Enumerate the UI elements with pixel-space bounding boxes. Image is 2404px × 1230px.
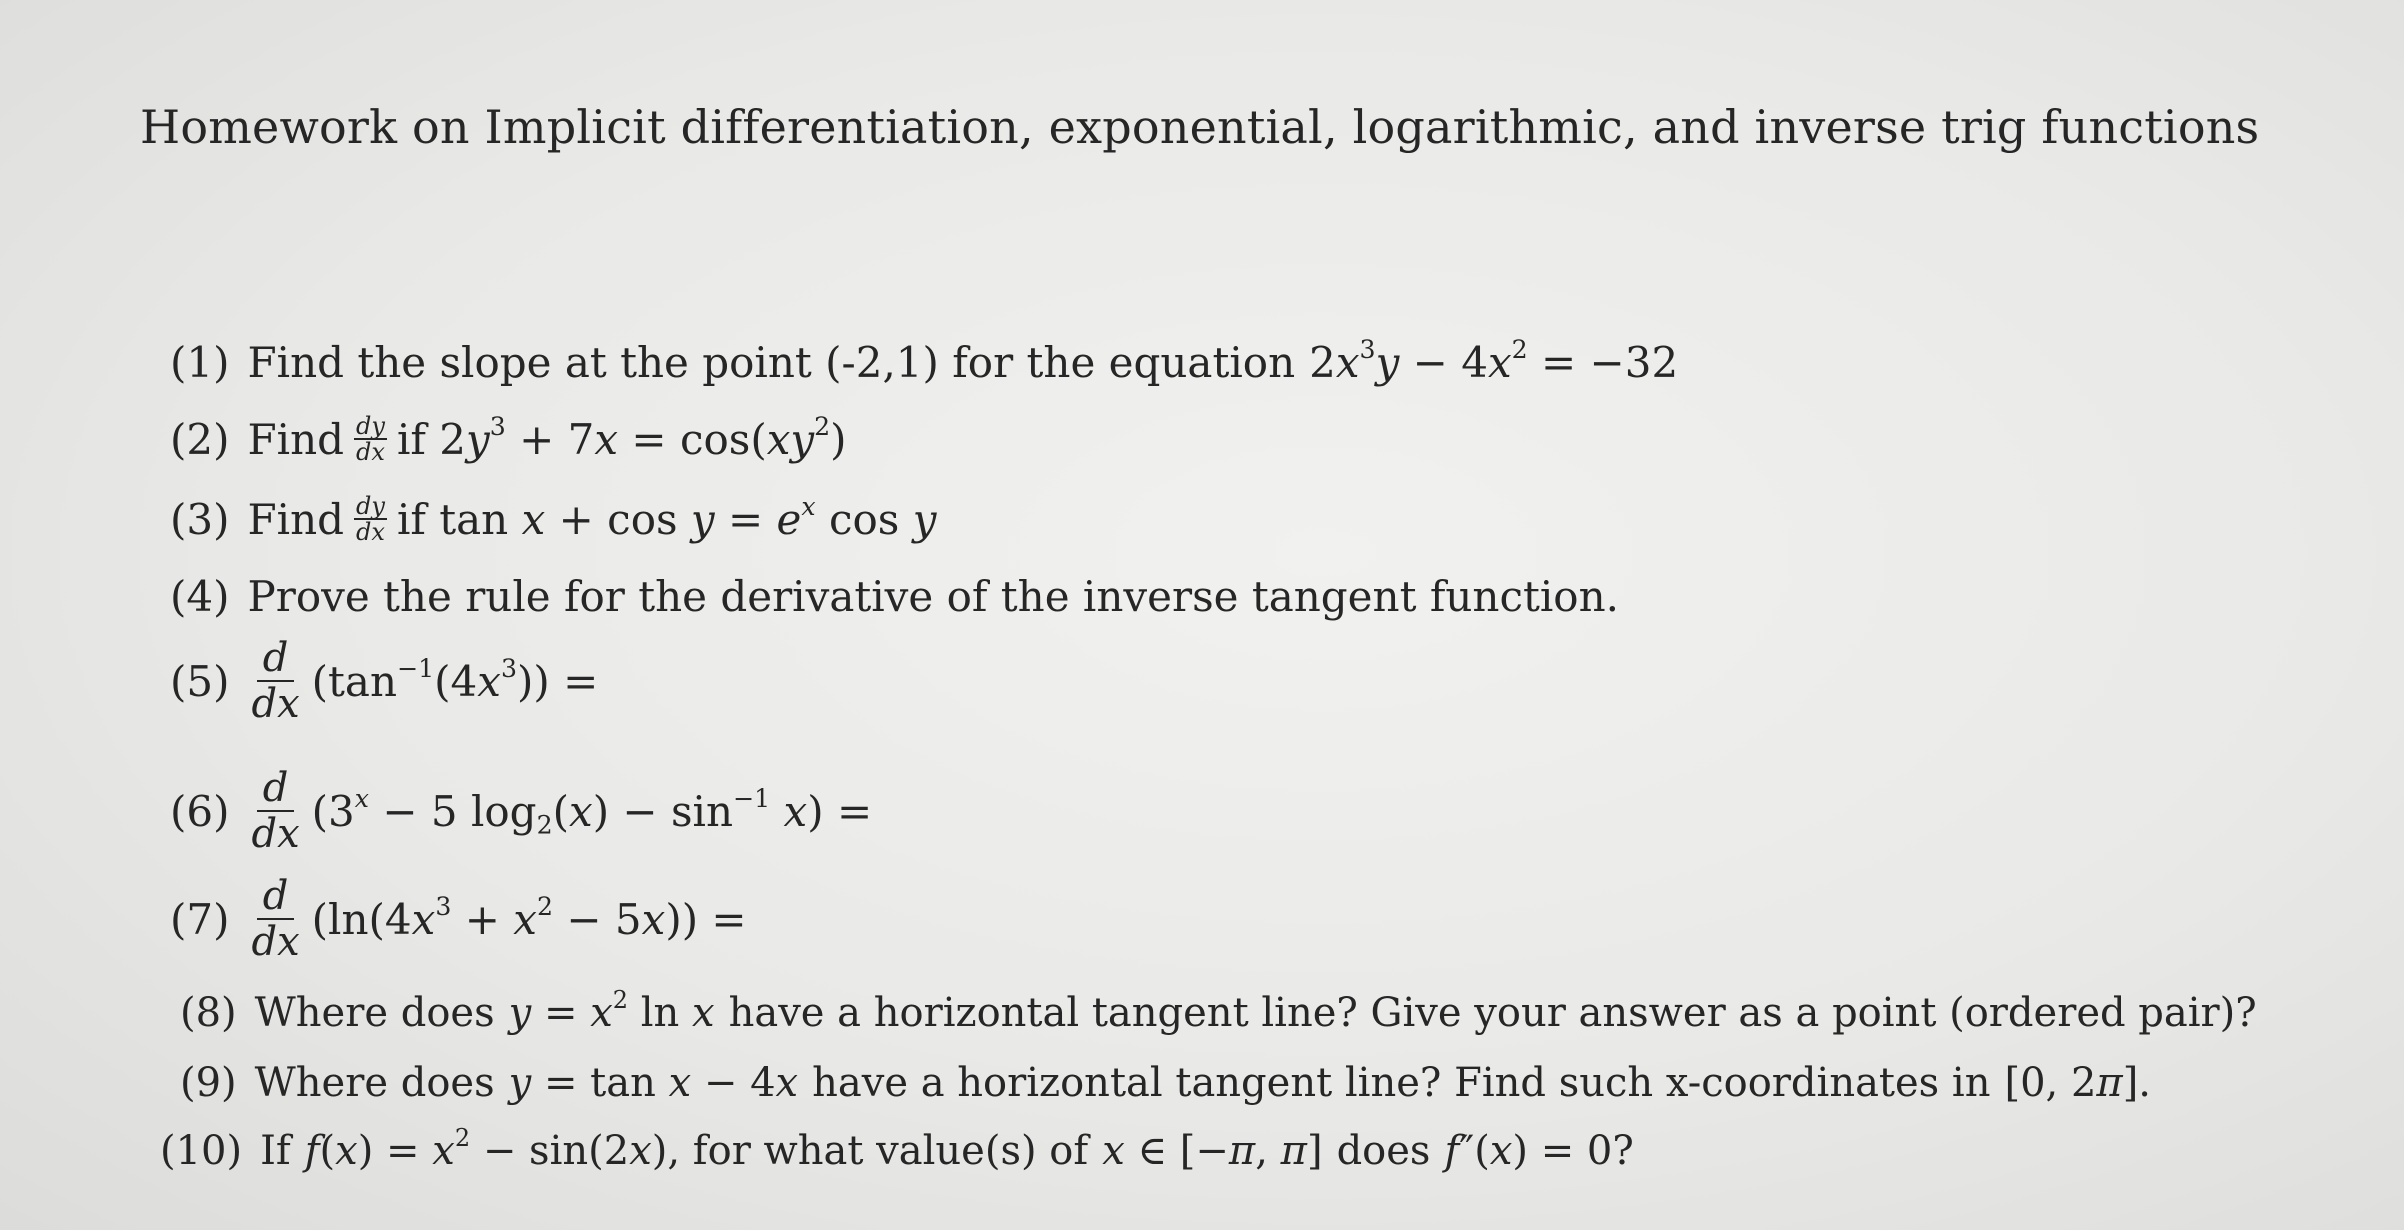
problem-text-continued-2: does: [1336, 1128, 1431, 1174]
problem-1: [170, 335, 1679, 387]
d-dx-fraction: d dx: [251, 873, 300, 965]
problem-text: Prove the rule for the derivative of the inverse tangent function.: [247, 572, 1619, 621]
d-dx-fraction: d dx: [251, 765, 300, 857]
problem-4: [170, 572, 1619, 621]
function-definition: $f(x) = x^2 - \sin(2x)$: [304, 1124, 668, 1174]
problem-7: [170, 874, 747, 964]
interval: [0, 2π].: [2004, 1060, 2152, 1106]
problem-text-continued: have a horizontal tangent line? Give your answer as a point (ordered pair)?: [728, 990, 2257, 1036]
problem-number: (3): [170, 494, 230, 544]
problem-text: Where does: [254, 990, 495, 1036]
equation: $(\tan^{-1}(4x^3))$ =: [311, 653, 599, 706]
problem-number: (2): [170, 414, 230, 464]
interval: x ∈ [−π, π]: [1102, 1128, 1323, 1174]
problem-number: (1): [170, 338, 230, 387]
problem-2: [170, 411, 847, 466]
equation: if $\tan x + \cos y = e^x$ cos y: [396, 491, 937, 544]
problem-number: (7): [170, 894, 230, 944]
problem-text: Where does: [254, 1060, 495, 1106]
d-dx-fraction: d dx: [251, 635, 300, 727]
problem-number: (6): [170, 786, 230, 836]
equation: f″(x) = 0?: [1444, 1128, 1634, 1174]
problem-6: [170, 766, 872, 856]
problem-3: [170, 491, 937, 546]
problem-text: Find: [247, 414, 345, 464]
problem-number: (9): [180, 1060, 237, 1106]
problem-text: If: [260, 1128, 291, 1174]
equation: y = tan x − 4x: [508, 1060, 799, 1106]
problem-number: (5): [170, 656, 230, 706]
problem-5: [170, 636, 598, 726]
problem-text: Find: [247, 494, 345, 544]
equation: ($3^x - 5$ $\log_2(x) - \sin^{-1} x$) =: [311, 783, 873, 840]
equation: $(\ln(4x^3 + x^2 - 5x))$ =: [311, 891, 747, 944]
problem-8: [180, 986, 2257, 1036]
problem-9: [180, 1060, 2151, 1106]
problem-number: (8): [180, 990, 237, 1036]
page-title: Homework on Implicit differentiation, exponential, logarithmic, and inverse trig functions: [140, 100, 2260, 154]
equation: $2x^3y - 4x^2 = -32$: [1309, 335, 1679, 387]
equation: $y = x^2$ ln x: [508, 986, 715, 1036]
dy-dx-fraction: dy dx: [356, 492, 385, 546]
problem-number: (4): [170, 572, 230, 621]
problem-10: [160, 1124, 1634, 1174]
equation: if $2y^3 + 7x = \cos(xy^2)$: [396, 411, 847, 464]
problem-text: Find the slope at the point (-2,1) for the equation: [247, 338, 1296, 387]
problem-text-continued: have a horizontal tangent line? Find such x-coordinates in: [812, 1060, 1991, 1106]
problem-text-continued: , for what value(s) of: [667, 1128, 1089, 1174]
problem-number: (10): [160, 1128, 243, 1174]
dy-dx-fraction: dy dx: [356, 412, 385, 466]
